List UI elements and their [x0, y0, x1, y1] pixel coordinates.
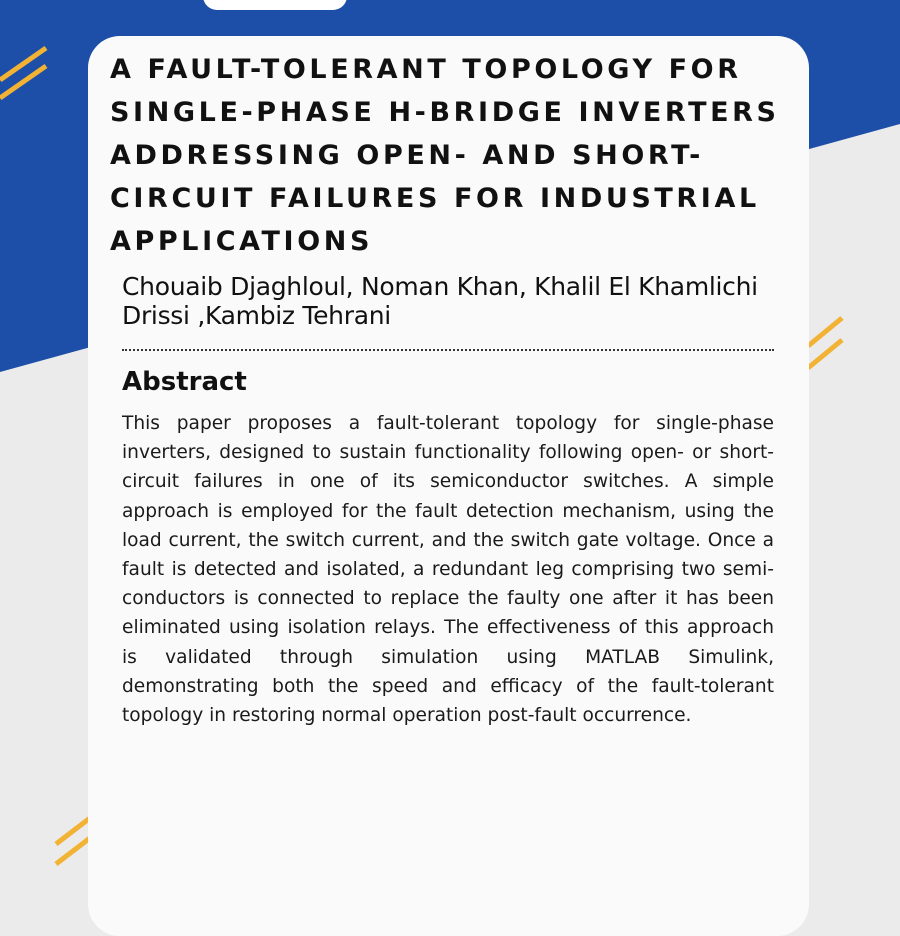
abstract-heading: Abstract	[122, 367, 247, 397]
stripes-decoration-top-left	[0, 40, 60, 120]
abstract-text: This paper proposes a fault-tolerant topology for single-phase inverters, designed to sustain functionality following open- or short-circuit failures in one of its semiconductor switches. A simple approach is employed for the fault detection mechanism, using the load current, the switch current, and the switch gate voltage. Once a fault is detected and isolated, a redundant leg comprising two semi-conductors is connected to replace the faulty one after it has been eliminated using isolation relays. The effectiveness of this approach is validated through simulation using MATLAB Simulink, demonstrating both the speed and efficacy of the fault-tolerant topology in restoring normal operation post-fault occurrence.	[122, 413, 774, 727]
paper-title: A FAULT-TOLERANT TOPOLOGY FOR SINGLE-PHASE H-BRIDGE INVERTERS ADDRESSING OPEN- AND SHORT-CIRCUIT FAILURES FOR INDUSTRIAL APPLICATIONS	[110, 54, 780, 257]
paper-authors: Chouaib Djaghloul, Noman Khan, Khalil El Khamlichi Drissi ,Kambiz Tehrani	[122, 272, 758, 330]
dotted-divider	[122, 349, 774, 351]
top-tab-decoration	[203, 0, 347, 10]
stripes-decoration-right	[800, 310, 860, 380]
